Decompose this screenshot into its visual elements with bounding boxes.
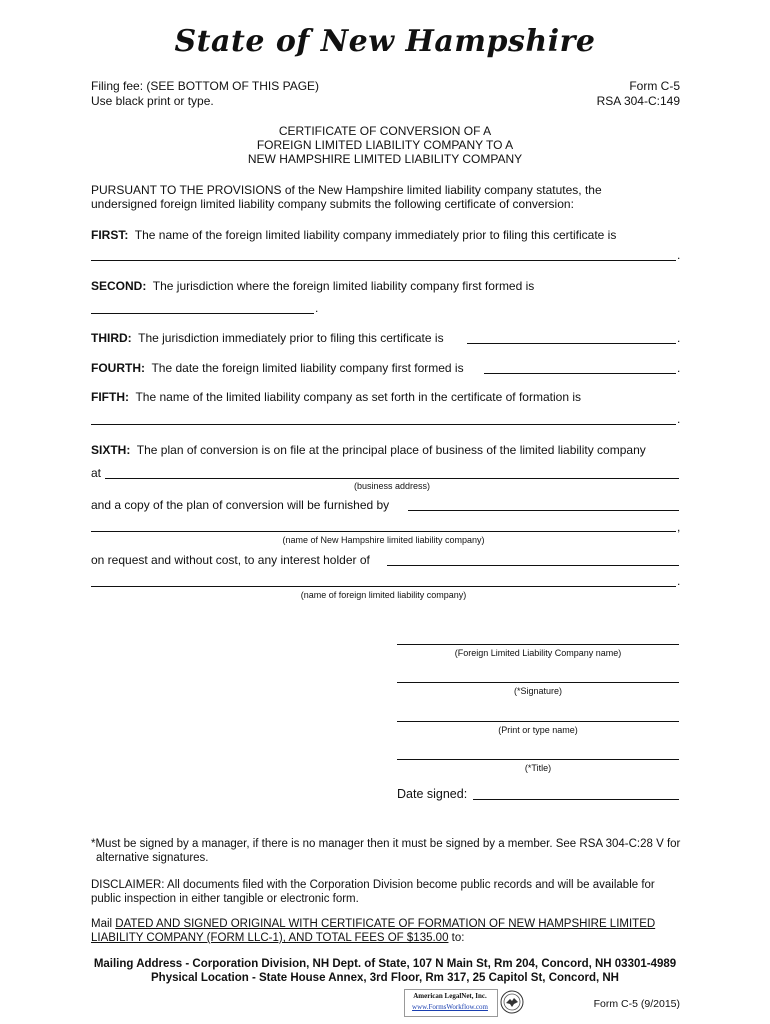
print-name-line[interactable] — [397, 721, 679, 722]
company-name-caption: (Foreign Limited Liability Company name) — [454, 648, 622, 658]
foreign-llc-caption: (name of foreign limited liability company) — [300, 590, 467, 600]
business-address-caption: (business address) — [353, 481, 431, 491]
foreign-llc-period: . — [677, 574, 681, 588]
business-address-line[interactable] — [105, 478, 679, 479]
fourth-clause — [91, 361, 464, 375]
copy-input-line[interactable] — [408, 510, 679, 511]
nh-llc-input-line[interactable] — [91, 531, 676, 532]
title-line[interactable] — [397, 759, 679, 760]
date-signed-line[interactable] — [473, 799, 679, 800]
filing-fee-text: Filing fee: (SEE BOTTOM OF THIS PAGE) — [91, 79, 320, 93]
intro-line1: PURSUANT TO THE PROVISIONS of the New Hampshire limited liability company statutes, the — [91, 183, 602, 197]
second-text: The jurisdiction where the foreign limited liability company first formed is — [152, 279, 535, 293]
request-input-line[interactable] — [387, 565, 679, 566]
fifth-label: FIFTH: — [91, 390, 129, 404]
form-id: Form C-5 — [629, 79, 680, 93]
publisher-name: American LegalNet, Inc. — [413, 992, 487, 1000]
mail-prefix: Mail — [91, 918, 116, 930]
fourth-period: . — [677, 361, 681, 375]
fifth-period: . — [677, 412, 681, 426]
fifth-text: The name of the limited liability company as set forth in the certificate of formation is — [135, 390, 581, 404]
signature-note-line1: *Must be signed by a manager, if there is no manager then it must be signed by a member. See RSA 304-C:28 V for — [91, 838, 681, 850]
sixth-text: The plan of conversion is on file at the principal place of business of the limited liability company — [136, 443, 646, 457]
use-black-text: Use black print or type. — [91, 94, 214, 108]
third-text: The jurisdiction immediately prior to filing this certificate is — [138, 331, 444, 345]
third-input-line[interactable] — [467, 343, 676, 344]
first-clause — [91, 228, 616, 242]
second-label: SECOND: — [91, 279, 147, 293]
company-name-line[interactable] — [397, 644, 679, 645]
signature-line[interactable] — [397, 682, 679, 683]
third-label: THIRD: — [91, 331, 132, 345]
publisher-logo — [404, 989, 524, 1017]
publisher-url[interactable]: www.FormsWorkflow.com — [412, 1003, 488, 1011]
second-period: . — [315, 301, 319, 315]
signature-caption: (*Signature) — [513, 686, 563, 696]
form-title-line1: CERTIFICATE OF CONVERSION OF A — [278, 124, 492, 138]
title-caption: (*Title) — [524, 763, 552, 773]
sixth-clause — [91, 443, 646, 457]
mailing-address: Mailing Address - Corporation Division, NH Dept. of State, 107 N Main St, Rm 204, Concord, NH 03301-4989 — [93, 958, 677, 970]
fifth-input-line[interactable] — [91, 424, 676, 425]
mail-suffix: to: — [448, 932, 465, 944]
second-input-line[interactable] — [91, 313, 314, 314]
nh-llc-caption: (name of New Hampshire limited liability company) — [282, 535, 485, 545]
mail-instructions-line2 — [91, 931, 464, 945]
request-text: on request and without cost, to any interest holder of — [91, 553, 370, 567]
third-period: . — [677, 331, 681, 345]
copy-text: and a copy of the plan of conversion will be furnished by — [91, 498, 390, 512]
fourth-text: The date the foreign limited liability company first formed is — [151, 361, 464, 375]
rsa-reference: RSA 304-C:149 — [596, 94, 680, 108]
second-clause — [91, 279, 534, 293]
page-title: State of New Hampshire — [174, 24, 596, 59]
form-title-line3: NEW HAMPSHIRE LIMITED LIABILITY COMPANY — [247, 152, 523, 166]
fourth-label: FOURTH: — [91, 361, 145, 375]
sixth-at: at — [91, 466, 102, 480]
nh-llc-comma: , — [677, 520, 681, 534]
print-name-caption: (Print or type name) — [498, 725, 578, 735]
signature-note-line2: alternative signatures. — [96, 852, 209, 864]
fourth-input-line[interactable] — [484, 373, 676, 374]
first-label: FIRST: — [91, 228, 129, 242]
date-signed-label: Date signed: — [397, 787, 468, 801]
sixth-label: SIXTH: — [91, 443, 131, 457]
disclaimer-line1: DISCLAIMER: All documents filed with the Corporation Division become public records and will be available for — [91, 879, 655, 891]
disclaimer-line2: public inspection in either tangible or electronic form. — [91, 893, 359, 905]
form-version: Form C-5 (9/2015) — [593, 998, 680, 1010]
mail-instructions-line1 — [91, 917, 655, 931]
mail-underlined-1: DATED AND SIGNED ORIGINAL WITH CERTIFICATE OF FORMATION OF NEW HAMPSHIRE LIMITED — [115, 918, 656, 930]
eagle-seal-icon — [500, 990, 524, 1014]
intro-line2: undersigned foreign limited liability company submits the following certificate of conversion: — [91, 197, 574, 211]
first-input-line[interactable] — [91, 260, 676, 261]
first-text: The name of the foreign limited liability company immediately prior to filing this certificate is — [134, 228, 617, 242]
fifth-clause — [91, 390, 581, 404]
foreign-llc-input-line[interactable] — [91, 586, 676, 587]
physical-location: Physical Location - State House Annex, 3rd Floor, Rm 317, 25 Capitol St, Concord, NH — [151, 972, 619, 984]
first-period: . — [677, 248, 681, 262]
form-title-line2: FOREIGN LIMITED LIABILITY COMPANY TO A — [256, 138, 514, 152]
third-clause — [91, 331, 444, 345]
mail-underlined-2: LIABILITY COMPANY (FORM LLC-1), AND TOTAL FEES OF $135.00 — [91, 932, 449, 944]
